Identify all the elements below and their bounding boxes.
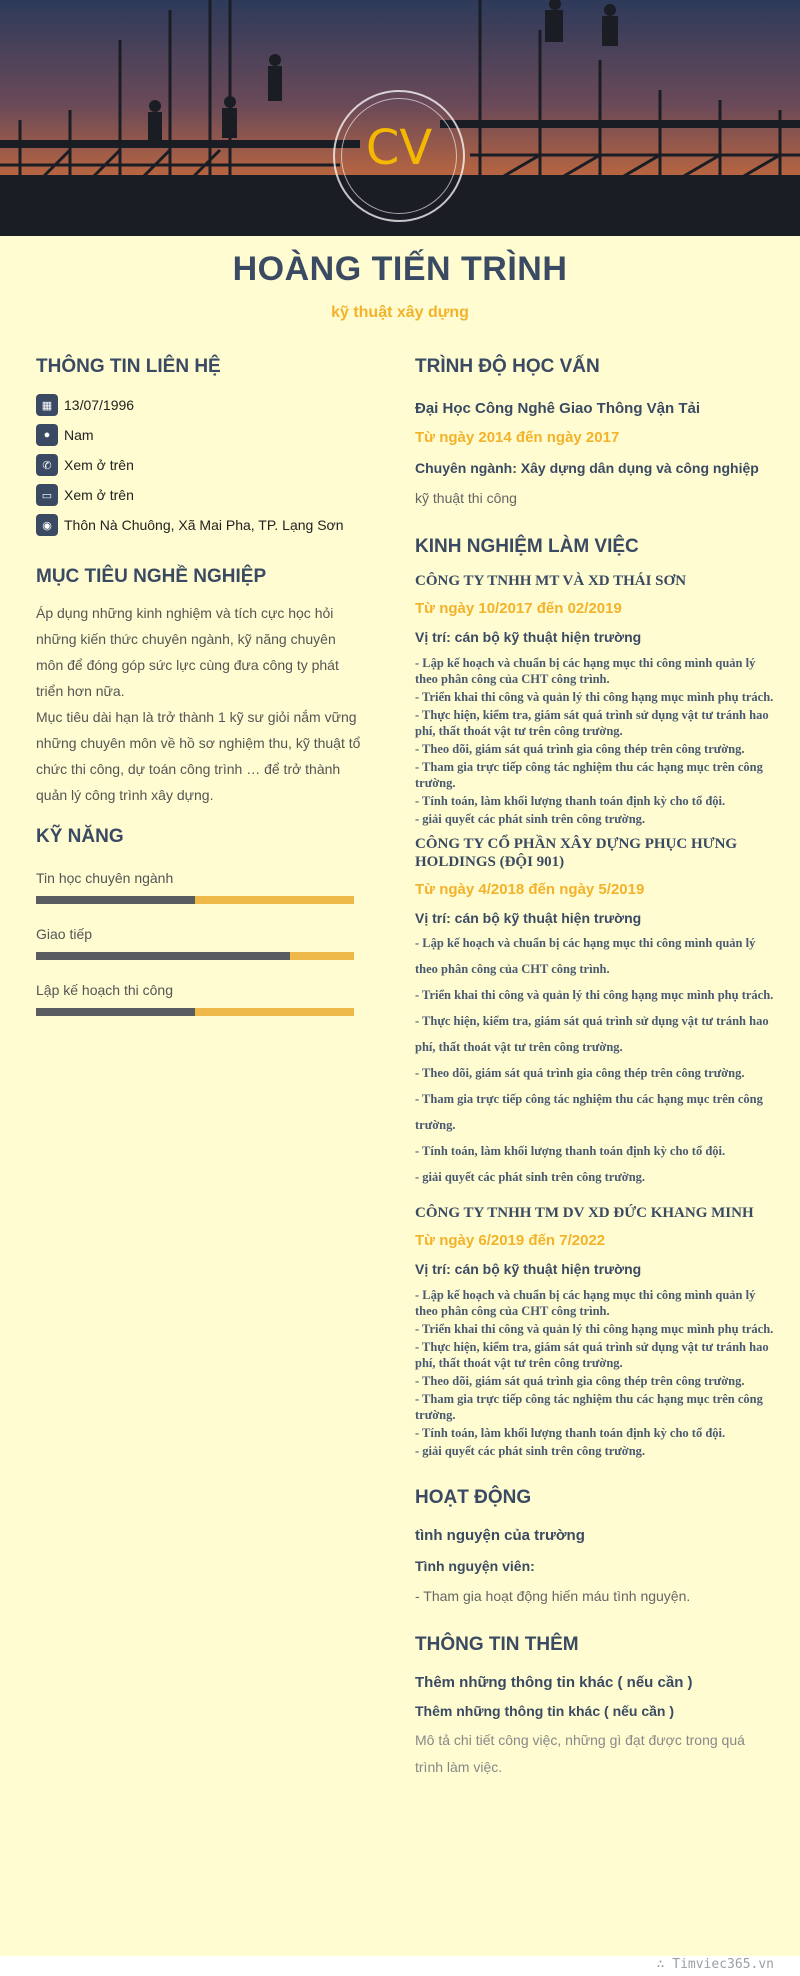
candidate-name: HOÀNG TIẾN TRÌNH [232,250,568,288]
job-duty: - Tham gia trực tiếp công tác nghiệm thu các hạng mục trên công trường. [415,1392,763,1422]
job-duty: - Theo dõi, giám sát quá trình gia công thép trên công trường. [415,742,745,756]
cv-logo-text: CV [365,120,433,176]
objective-line: chức thi công, dự toán công trình … để trở thành [36,761,341,777]
activity-organization: tình nguyện của trường [415,1527,585,1544]
job-duty: - Tham gia trực tiếp công tác nghiệm thu các hạng mục trên công trường. [415,760,763,790]
job-company: CÔNG TY TNHH TM DV XD ĐỨC KHANG MINH [415,1205,754,1221]
job-duty: - Triển khai thi công và quản lý thi công hạng mục mình phụ trách. [415,1322,774,1336]
job-duty: - Tính toán, làm khối lượng thanh toán định kỳ cho tổ đội. [415,1144,726,1158]
objective-line: Mục tiêu dài hạn là trở thành 1 kỹ sư giỏi nắm vững [36,709,357,725]
left-column [36,356,366,1016]
footer-watermark [657,1957,774,1972]
contact-value: Thôn Nà Chuông, Xã Mai Pha, TP. Lạng Sơn [64,517,344,533]
extra-description-line: Mô tả chi tiết công việc, những gì đạt được trong quá [415,1732,745,1748]
job-duty: - Tham gia trực tiếp công tác nghiệm thu các hạng mục trên công trường. [415,1092,763,1132]
objective-text [36,600,366,808]
user-icon: ● [36,424,58,446]
education-dates: Từ ngày 2014 đến ngày 2017 [415,429,620,446]
job-duty: - Theo dõi, giám sát quá trình gia công thép trên công trường. [415,1374,745,1388]
skill-bar-fill [36,896,195,904]
extra-description [415,1727,775,1781]
right-column [415,356,775,1781]
job-duty: - giải quyết các phát sinh trên công trường. [415,1444,646,1458]
skill-name: Giao tiếp [36,926,93,942]
contact-item-email [36,480,366,510]
objective-line: những chuyên môn về hồ sơ nghiệm thu, kỹ thuật tổ [36,735,361,751]
education-major: Chuyên ngành: Xây dựng dân dụng và công nghiệp [415,460,759,476]
job-duty: - Tính toán, làm khối lượng thanh toán định kỳ cho tổ đội. [415,1426,726,1440]
job-dates: Từ ngày 10/2017 đến 02/2019 [415,600,622,617]
skills-section-title: KỸ NĂNG [36,826,124,847]
contact-item-birthday [36,390,366,420]
job-position: Vị trí: cán bộ kỹ thuật hiện trường [415,1261,642,1277]
objective-section-title: MỤC TIÊU NGHỀ NGHIỆP [36,566,267,587]
job-position: Vị trí: cán bộ kỹ thuật hiện trường [415,910,642,926]
activity-description: - Tham gia hoạt động hiến máu tình nguyện. [415,1588,691,1604]
job-duty: - giải quyết các phát sinh trên công trường. [415,812,646,826]
job-duty: - Triển khai thi công và quản lý thi công hạng mục mình phụ trách. [415,988,774,1002]
job-duty: - Thực hiện, kiểm tra, giám sát quá trình sử dụng vật tư tránh hao phí, thất thoát vật tư trên công trường. [415,1014,769,1054]
skill-bar-fill [36,1008,195,1016]
contact-item-gender [36,420,366,450]
job-duty: - Thực hiện, kiểm tra, giám sát quá trình sử dụng vật tư tránh hao phí, thất thoát vật tư trên công trường. [415,1340,769,1370]
phone-icon: ✆ [36,454,58,476]
extra-line: Thêm những thông tin khác ( nếu cần ) [415,1703,675,1719]
watermark-icon: ∴ [656,1957,673,1972]
job-duty: - giải quyết các phát sinh trên công trường. [415,1170,646,1184]
skill-bar [36,896,354,904]
job-company: CÔNG TY CỔ PHẦN XÂY DỰNG PHỤC HƯNG HOLDINGS (ĐỘI 901) [415,836,738,870]
contact-item-phone [36,450,366,480]
extra-description-line: trình làm việc. [415,1759,503,1775]
contact-value: Xem ở trên [64,457,134,473]
job-duty: - Theo dõi, giám sát quá trình gia công thép trên công trường. [415,1066,745,1080]
education-note: kỹ thuật thi công [415,490,517,506]
job-duty: - Triển khai thi công và quản lý thi công hạng mục mình phụ trách. [415,690,774,704]
school-name: Đại Học Công Nghê Giao Thông Vận Tải [415,400,701,417]
objective-line: những kiến thức chuyên ngành, kỹ năng chuyên [36,631,336,647]
job-duty: - Lập kế hoạch và chuẩn bị các hạng mục thi công mình quản lý theo phân công của CHT công trình. [415,656,756,686]
job-duty: - Tính toán, làm khối lượng thanh toán định kỳ cho tổ đội. [415,794,726,808]
job-dates: Từ ngày 4/2018 đến ngày 5/2019 [415,881,645,898]
calendar-icon: ▦ [36,394,58,416]
job-position: Vị trí: cán bộ kỹ thuật hiện trường [415,629,642,645]
contact-value: Nam [64,427,94,443]
email-icon: ▭ [36,484,58,506]
objective-line: Áp dụng những kinh nghiệm và tích cực học hỏi [36,605,334,621]
skill-bar [36,1008,354,1016]
cv-logo-badge [333,90,465,222]
job-title: kỹ thuật xây dựng [331,304,469,321]
contact-value: Xem ở trên [64,487,134,503]
experience-section-title: KINH NGHIỆM LÀM VIỆC [415,536,639,557]
contact-value: 13/07/1996 [64,397,135,413]
job-dates: Từ ngày 6/2019 đến 7/2022 [415,1232,606,1249]
skill-bar-fill [36,952,290,960]
contact-section-title: THÔNG TIN LIÊN HỆ [36,356,221,377]
skill-name: Lập kế hoạch thi công [36,982,173,998]
job-duty: - Lập kế hoạch và chuẩn bị các hạng mục thi công mình quản lý theo phân công của CHT công trình. [415,1288,756,1318]
contact-item-address [36,510,366,540]
activity-role: Tình nguyện viên: [415,1558,535,1574]
activities-section-title: HOẠT ĐỘNG [415,1487,532,1508]
job-duty: - Thực hiện, kiểm tra, giám sát quá trình sử dụng vật tư tránh hao phí, thất thoát vật tư trên công trường. [415,708,769,738]
objective-line: triển hơn nữa. [36,683,125,699]
extra-line: Thêm những thông tin khác ( nếu cần ) [415,1674,693,1691]
location-pin-icon: ◉ [36,514,58,536]
objective-line: môn để đóng góp sức lực cùng đưa công ty phát [36,657,339,673]
watermark-brand: Timviec365.vn [672,1957,774,1972]
header-banner-image [0,0,800,236]
education-section-title: TRÌNH ĐỘ HỌC VẤN [415,356,600,377]
skill-name: Tin học chuyên ngành [36,870,174,886]
objective-line: quản lý công trình xây dựng. [36,787,214,803]
extra-section-title: THÔNG TIN THÊM [415,1634,579,1655]
job-duty: - Lập kế hoạch và chuẩn bị các hạng mục thi công mình quản lý theo phân công của CHT công trình. [415,936,756,976]
job-company: CÔNG TY TNHH MT VÀ XD THÁI SƠN [415,573,687,589]
skill-bar [36,952,354,960]
